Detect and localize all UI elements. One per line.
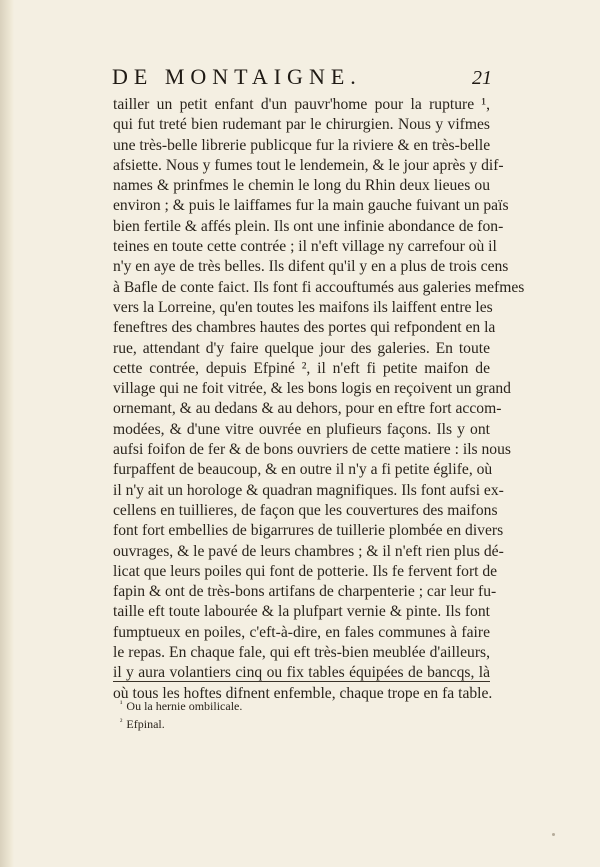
footnote-text: Ou la hernie ombilicale.	[126, 699, 243, 713]
footnote	[120, 696, 242, 714]
text-line: environ ; & puis le laiffames fur la main gauche fuivant un païs	[113, 197, 509, 215]
text-line: bien fertile & affés plein. Ils ont une infinie abondance de fon-	[113, 217, 504, 235]
text-line: rue, attendant d'y faire quelque jour des galeries. En toute	[113, 339, 490, 357]
footnote-divider	[113, 681, 490, 682]
page-number: 21	[472, 67, 492, 89]
paper-speck	[552, 833, 555, 836]
text-line: taille eft toute labourée & la plufpart vernie & pinte. Ils font	[113, 603, 490, 621]
text-line: fumptueux en poiles, c'eft-à-dire, en fales communes à faire	[113, 623, 490, 641]
text-line: à Bafle de conte faict. Ils font fi accouftumés aus galeries mefmes	[113, 278, 525, 296]
text-line: feneftres des chambres hautes des portes qui refpondent en la	[113, 319, 496, 337]
running-title: DE MONTAIGNE.	[112, 64, 362, 89]
footnote	[120, 714, 242, 732]
footnote-mark: ¹	[120, 699, 123, 708]
text-line: font fort embellies de bigarrures de tuillerie plombée en divers	[113, 522, 504, 540]
text-line: qui fut treté bien rudemant par le chirurgien. Nous y vifmes	[113, 116, 490, 134]
text-line: il n'y ait un horologe & quadran magnifiques. Ils font aufsi ex-	[113, 481, 504, 499]
text-line: aufsi foifon de fer & de bons ouvriers de cette matiere : ils nous	[113, 441, 511, 459]
text-line: ornemant, & au dedans & au dehors, pour en eftre fort accom-	[113, 400, 502, 418]
page-header	[112, 64, 492, 90]
text-line: licat que leurs poiles qui font de potterie. Ils fe fervent fort de	[113, 562, 498, 580]
footnote-mark: ²	[120, 717, 123, 726]
text-line: le repas. En chaque fale, qui eft très-bien meublée d'ailleurs,	[113, 644, 490, 662]
text-line: vers la Lorreine, qu'en toutes les maifons ils laiffent entre les	[113, 298, 493, 316]
text-line: afsiette. Nous y fumes tout le lendemein, & le jour après y dif-	[113, 156, 504, 174]
text-line: fapin & ont de très-bons artifans de charpenterie ; car leur fu-	[113, 583, 497, 601]
footnotes	[120, 696, 242, 732]
text-line: il y aura volantiers cinq ou fix tables équipées de bancqs, là	[113, 664, 490, 682]
text-line: cette contrée, depuis Efpiné ², il n'eft fi petite maifon de	[113, 359, 490, 377]
text-line: ouvrages, & le pavé de leurs chambres ; & il n'eft rien plus dé-	[113, 542, 504, 560]
text-line: cellens en tuillieres, de façon que les couvertures des maifons	[113, 501, 498, 519]
text-line: une très-belle librerie publicque fur la riviere & en très-belle	[113, 136, 491, 154]
text-line: tailler un petit enfant d'un pauvr'home pour la rupture ¹,	[113, 96, 490, 113]
text-line: modées, & d'une vitre ouvrée en plufieurs façons. Ils y ont	[113, 420, 490, 438]
text-line: village qui ne foit vitrée, & les bons logis en reçoivent un grand	[113, 380, 511, 398]
text-line: names & prinfmes le chemin le long du Rhin deux lieues ou	[113, 177, 490, 195]
footnote-text: Efpinal.	[126, 717, 165, 731]
text-line: où tous les hoftes difnent enfemble, chaque trope en fa table.	[113, 684, 493, 702]
text-line: teines en toute cette contrée ; il n'eft village ny carrefour où il	[113, 238, 497, 256]
text-line: n'y en aye de très belles. Ils difent qu'il y en a plus de trois cens	[113, 258, 509, 276]
page-gutter	[0, 0, 14, 867]
body-text	[113, 95, 525, 704]
text-line: furpaffent de beaucoup, & en outre il n'y a fi petite églife, où	[113, 461, 493, 479]
